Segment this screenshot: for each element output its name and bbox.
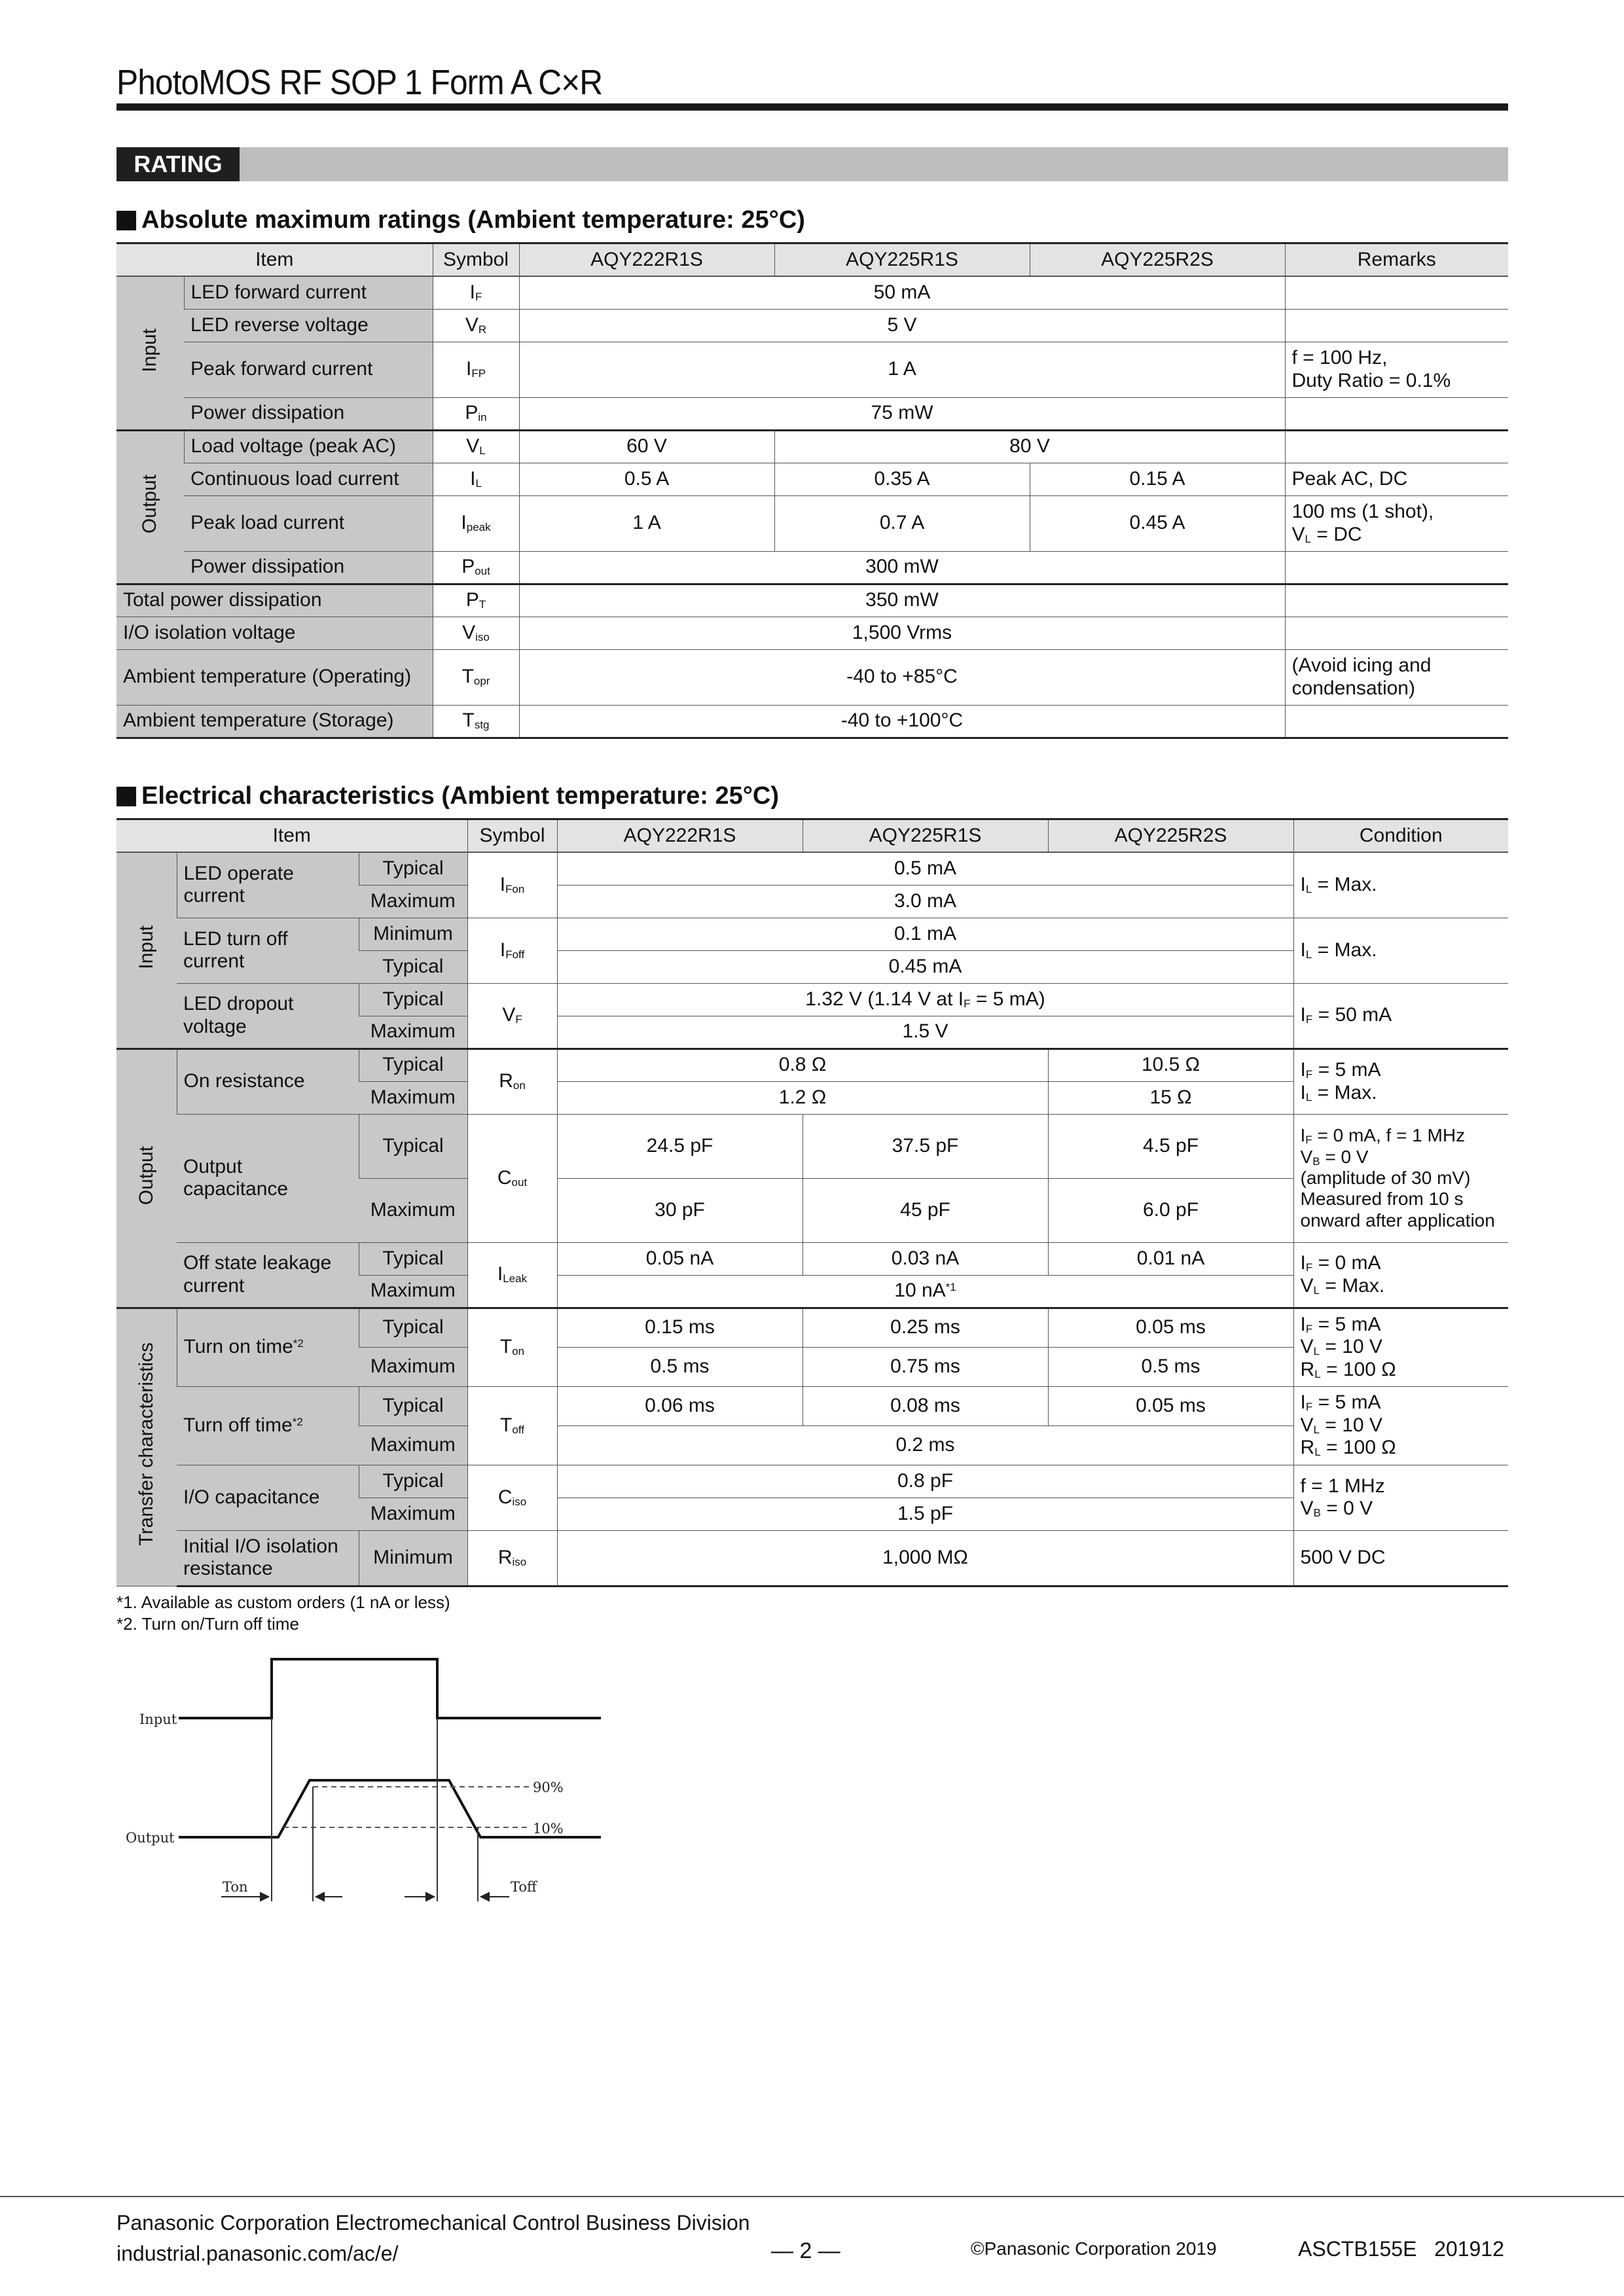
remarks-cell — [1285, 617, 1508, 649]
table-row — [117, 276, 1508, 309]
qualifier-cell: Typical — [359, 1049, 467, 1081]
table-row — [117, 1242, 1508, 1275]
qualifier-cell: Maximum — [359, 1498, 467, 1530]
item-cell: LED reverse voltage — [184, 309, 433, 342]
rating-section-bar — [117, 147, 1508, 181]
table-row — [117, 397, 1508, 430]
item-cell: Off state leakage current — [177, 1242, 359, 1308]
ton-arrow-left-icon — [316, 1893, 324, 1901]
condition-cell: f = 1 MHz VB = 0 V — [1293, 1465, 1508, 1530]
table-row — [117, 463, 1508, 495]
group-output: Output — [117, 1049, 177, 1308]
value-cell: 0.2 ms — [557, 1426, 1293, 1465]
item-cell: I/O isolation voltage — [117, 617, 433, 649]
value-cell: 350 mW — [519, 584, 1285, 617]
toff-arrow-icon — [426, 1893, 434, 1901]
value-cell: 0.06 ms — [557, 1386, 803, 1426]
item-cell: Output capacitance — [177, 1114, 359, 1242]
qualifier-cell: Maximum — [359, 885, 467, 918]
value-cell: 1.32 V (1.14 V at IF = 5 mA) — [557, 983, 1293, 1016]
value-cell: 10.5 Ω — [1048, 1049, 1293, 1081]
value-cell: -40 to +100°C — [519, 705, 1285, 738]
ton-arrow-icon — [261, 1893, 268, 1901]
item-cell: LED turn off current — [177, 918, 359, 983]
value-cell: 0.5 ms — [557, 1347, 803, 1386]
value-cell: 1,000 MΩ — [557, 1530, 1293, 1586]
square-bullet-icon — [117, 787, 136, 806]
qualifier-cell: Typical — [359, 983, 467, 1016]
item-cell: Total power dissipation — [117, 584, 433, 617]
symbol-cell: IFon — [467, 852, 557, 918]
value-cell: 0.7 A — [774, 495, 1030, 551]
table-row — [117, 495, 1508, 551]
symbol-cell: ILeak — [467, 1242, 557, 1308]
table-row — [117, 649, 1508, 705]
group-output: Output — [117, 430, 184, 584]
value-cell: 6.0 pF — [1048, 1178, 1293, 1242]
table-row — [117, 1308, 1508, 1347]
symbol-cell: IF — [433, 276, 519, 309]
value-cell: 0.8 pF — [557, 1465, 1293, 1498]
symbol-cell: Viso — [433, 617, 519, 649]
value-cell: 45 pF — [803, 1178, 1048, 1242]
symbol-cell: Pout — [433, 551, 519, 584]
remarks-cell — [1285, 276, 1508, 309]
document-code: ASCTB155E 201912 — [1298, 2237, 1504, 2261]
col-header-symbol: Symbol — [433, 243, 519, 277]
value-cell: 0.5 mA — [557, 852, 1293, 885]
item-cell: Load voltage (peak AC) — [184, 430, 433, 463]
table-row — [117, 551, 1508, 584]
col-header-aqy222r1s: AQY222R1S — [557, 819, 803, 853]
value-cell: 0.25 ms — [803, 1308, 1048, 1347]
value-cell: 0.08 ms — [803, 1386, 1048, 1426]
symbol-cell: Pin — [433, 397, 519, 430]
col-header-aqy222r1s: AQY222R1S — [519, 243, 774, 277]
elec-header-row — [117, 819, 1508, 853]
value-cell: 0.03 nA — [803, 1242, 1048, 1275]
qualifier-cell: Typical — [359, 1242, 467, 1275]
group-transfer: Transfer characteristics — [117, 1308, 177, 1586]
item-cell: Peak load current — [184, 495, 433, 551]
value-cell: 0.75 ms — [803, 1347, 1048, 1386]
item-cell: Continuous load current — [184, 463, 433, 495]
table-row — [117, 1049, 1508, 1081]
value-cell: 0.5 A — [519, 463, 774, 495]
condition-cell: IF = 5 mA VL = 10 V RL = 100 Ω — [1293, 1308, 1508, 1386]
symbol-cell: IL — [433, 463, 519, 495]
rating-label: RATING — [117, 147, 240, 181]
condition-cell: IF = 0 mA, f = 1 MHz VB = 0 V (amplitude of 30 mV) Measured from 10 s onward after application — [1293, 1114, 1508, 1242]
elec-table — [117, 818, 1508, 1587]
remarks-cell — [1285, 397, 1508, 430]
remarks-cell — [1285, 705, 1508, 738]
table-row — [117, 617, 1508, 649]
value-cell: 75 mW — [519, 397, 1285, 430]
col-header-aqy225r1s: AQY225R1S — [803, 819, 1048, 853]
item-cell: Power dissipation — [184, 397, 433, 430]
symbol-cell: Topr — [433, 649, 519, 705]
condition-cell: IF = 5 mA VL = 10 V RL = 100 Ω — [1293, 1386, 1508, 1465]
item-cell: Turn off time$^{*2}$ — [177, 1386, 359, 1465]
symbol-cell: Riso — [467, 1530, 557, 1586]
value-cell: 0.8 Ω — [557, 1049, 1048, 1081]
col-header-aqy225r2s: AQY225R2S — [1048, 819, 1293, 853]
value-cell: 0.01 nA — [1048, 1242, 1293, 1275]
footer-company: Panasonic Corporation Electromechanical Control Business Division — [117, 2211, 750, 2234]
symbol-cell: Cout — [467, 1114, 557, 1242]
qualifier-cell: Typical — [359, 1308, 467, 1347]
item-cell: Ambient temperature (Storage) — [117, 705, 433, 738]
condition-cell: IL = Max. — [1293, 918, 1508, 983]
turn-on-off-timing-diagram — [117, 1649, 614, 1911]
footnotes — [117, 1592, 450, 1635]
condition-cell: IL = Max. — [1293, 852, 1508, 918]
qualifier-cell: Maximum — [359, 1081, 467, 1114]
value-cell: 1,500 Vrms — [519, 617, 1285, 649]
elec-heading — [117, 782, 779, 810]
remarks-cell — [1285, 551, 1508, 584]
value-cell: 0.45 mA — [557, 950, 1293, 983]
col-header-aqy225r1s: AQY225R1S — [774, 243, 1030, 277]
value-cell: 0.35 A — [774, 463, 1030, 495]
symbol-cell: VR — [433, 309, 519, 342]
condition-cell: IF = 50 mA — [1293, 983, 1508, 1049]
table-row — [117, 1386, 1508, 1426]
toff-label: Toff — [511, 1879, 537, 1895]
symbol-cell: Toff — [467, 1386, 557, 1465]
symbol-cell: IFoff — [467, 918, 557, 983]
input-waveform — [179, 1659, 601, 1718]
value-cell: 1 A — [519, 342, 1285, 397]
table-row — [117, 705, 1508, 738]
remarks-cell — [1285, 430, 1508, 463]
table-row — [117, 584, 1508, 617]
col-header-remarks: Remarks — [1285, 243, 1508, 277]
symbol-cell: Ron — [467, 1049, 557, 1114]
col-header-item: Item — [117, 243, 433, 277]
footnote-1: *1. Available as custom orders (1 nA or less) — [117, 1592, 450, 1612]
abs-max-heading-text: Absolute maximum ratings (Ambient temperature: 25°C) — [141, 206, 805, 234]
value-cell: 0.45 A — [1030, 495, 1285, 551]
remarks-cell: f = 100 Hz, Duty Ratio = 0.1% — [1285, 342, 1508, 397]
ton-label: Ton — [223, 1879, 248, 1895]
qualifier-cell: Typical — [359, 1465, 467, 1498]
item-cell: LED operate current — [177, 852, 359, 918]
condition-cell: 500 V DC — [1293, 1530, 1508, 1586]
qualifier-cell: Typical — [359, 1114, 467, 1178]
item-cell: LED forward current — [184, 276, 433, 309]
table-row — [117, 983, 1508, 1016]
symbol-cell: IFP — [433, 342, 519, 397]
qualifier-cell: Maximum — [359, 1347, 467, 1386]
table-row — [117, 918, 1508, 950]
title-rule — [117, 103, 1508, 111]
col-header-aqy225r2s: AQY225R2S — [1030, 243, 1285, 277]
value-cell: 3.0 mA — [557, 885, 1293, 918]
value-cell: 0.15 A — [1030, 463, 1285, 495]
qualifier-cell: Typical — [359, 1386, 467, 1426]
group-input: Input — [117, 852, 177, 1049]
value-cell: 37.5 pF — [803, 1114, 1048, 1178]
remarks-cell: 100 ms (1 shot), VL = DC — [1285, 495, 1508, 551]
value-cell: 60 V — [519, 430, 774, 463]
item-cell: Power dissipation — [184, 551, 433, 584]
output-label: Output — [126, 1830, 175, 1846]
page-title: PhotoMOS RF SOP 1 Form A C×R — [117, 63, 603, 102]
value-cell: 0.1 mA — [557, 918, 1293, 950]
value-cell: 1.5 V — [557, 1016, 1293, 1049]
item-cell: On resistance — [177, 1049, 359, 1114]
value-cell: 0.05 ms — [1048, 1308, 1293, 1347]
percent-90-label: 90% — [533, 1780, 564, 1795]
item-cell: Peak forward current — [184, 342, 433, 397]
value-cell: 0.05 nA — [557, 1242, 803, 1275]
qualifier-cell: Maximum — [359, 1016, 467, 1049]
value-cell: 10 $nA^{*1}$ — [557, 1275, 1293, 1308]
item-cell: Initial I/O isolation resistance — [177, 1530, 359, 1586]
symbol-cell: Ciso — [467, 1465, 557, 1530]
col-header-condition: Condition — [1293, 819, 1508, 853]
value-cell: 30 pF — [557, 1178, 803, 1242]
item-cell: LED dropout voltage — [177, 983, 359, 1049]
table-row — [117, 309, 1508, 342]
input-label: Input — [139, 1712, 177, 1727]
col-header-symbol: Symbol — [467, 819, 557, 853]
qualifier-cell: Maximum — [359, 1178, 467, 1242]
value-cell: -40 to +85°C — [519, 649, 1285, 705]
remarks-cell — [1285, 584, 1508, 617]
condition-cell: IF = 0 mA VL = Max. — [1293, 1242, 1508, 1308]
value-cell: 0.5 ms — [1048, 1347, 1293, 1386]
abs-max-table — [117, 242, 1508, 739]
elec-heading-text: Electrical characteristics (Ambient temperature: 25°C) — [141, 782, 780, 810]
qualifier-cell: Typical — [359, 950, 467, 983]
footer-url[interactable]: industrial.panasonic.com/ac/e/ — [117, 2242, 399, 2265]
remarks-cell — [1285, 309, 1508, 342]
footer-rule — [0, 2196, 1624, 2197]
group-input: Input — [117, 276, 184, 430]
value-cell: 24.5 pF — [557, 1114, 803, 1178]
page-number: — 2 — — [771, 2238, 840, 2263]
symbol-cell: VF — [467, 983, 557, 1049]
footer-copyright: ©Panasonic Corporation 2019 — [971, 2238, 1217, 2259]
table-row — [117, 852, 1508, 885]
item-cell: I/O capacitance — [177, 1465, 359, 1530]
value-cell: 1.2 Ω — [557, 1081, 1048, 1114]
item-cell: Ambient temperature (Operating) — [117, 649, 433, 705]
value-cell: 50 mA — [519, 276, 1285, 309]
table-row — [117, 1114, 1508, 1178]
item-cell: Turn on time$^{*2}$ — [177, 1308, 359, 1386]
value-cell: 300 mW — [519, 551, 1285, 584]
value-cell: 1 A — [519, 495, 774, 551]
qualifier-cell: Minimum — [359, 1530, 467, 1586]
table-row — [117, 342, 1508, 397]
symbol-cell: Ipeak — [433, 495, 519, 551]
condition-cell: IF = 5 mA IL = Max. — [1293, 1049, 1508, 1114]
qualifier-cell: Typical — [359, 852, 467, 885]
remarks-cell: Peak AC, DC — [1285, 463, 1508, 495]
value-cell: 0.15 ms — [557, 1308, 803, 1347]
symbol-cell: VL — [433, 430, 519, 463]
value-cell: 80 V — [774, 430, 1285, 463]
abs-max-heading — [117, 206, 805, 234]
table-row — [117, 430, 1508, 463]
abs-header-row — [117, 243, 1508, 277]
value-cell: 1.5 pF — [557, 1498, 1293, 1530]
value-cell: 0.05 ms — [1048, 1386, 1293, 1426]
value-cell: 15 Ω — [1048, 1081, 1293, 1114]
symbol-cell: Tstg — [433, 705, 519, 738]
value-cell: 5 V — [519, 309, 1285, 342]
square-bullet-icon — [117, 211, 136, 230]
qualifier-cell: Maximum — [359, 1426, 467, 1465]
symbol-cell: Ton — [467, 1308, 557, 1386]
footnote-2: *2. Turn on/Turn off time — [117, 1614, 299, 1634]
table-row — [117, 1530, 1508, 1586]
table-row — [117, 1465, 1508, 1498]
col-header-item: Item — [117, 819, 467, 853]
value-cell: 4.5 pF — [1048, 1114, 1293, 1178]
symbol-cell: PT — [433, 584, 519, 617]
toff-arrow-left-icon — [481, 1893, 489, 1901]
qualifier-cell: Minimum — [359, 918, 467, 950]
qualifier-cell: Maximum — [359, 1275, 467, 1308]
remarks-cell: (Avoid icing and condensation) — [1285, 649, 1508, 705]
percent-10-label: 10% — [533, 1821, 564, 1837]
